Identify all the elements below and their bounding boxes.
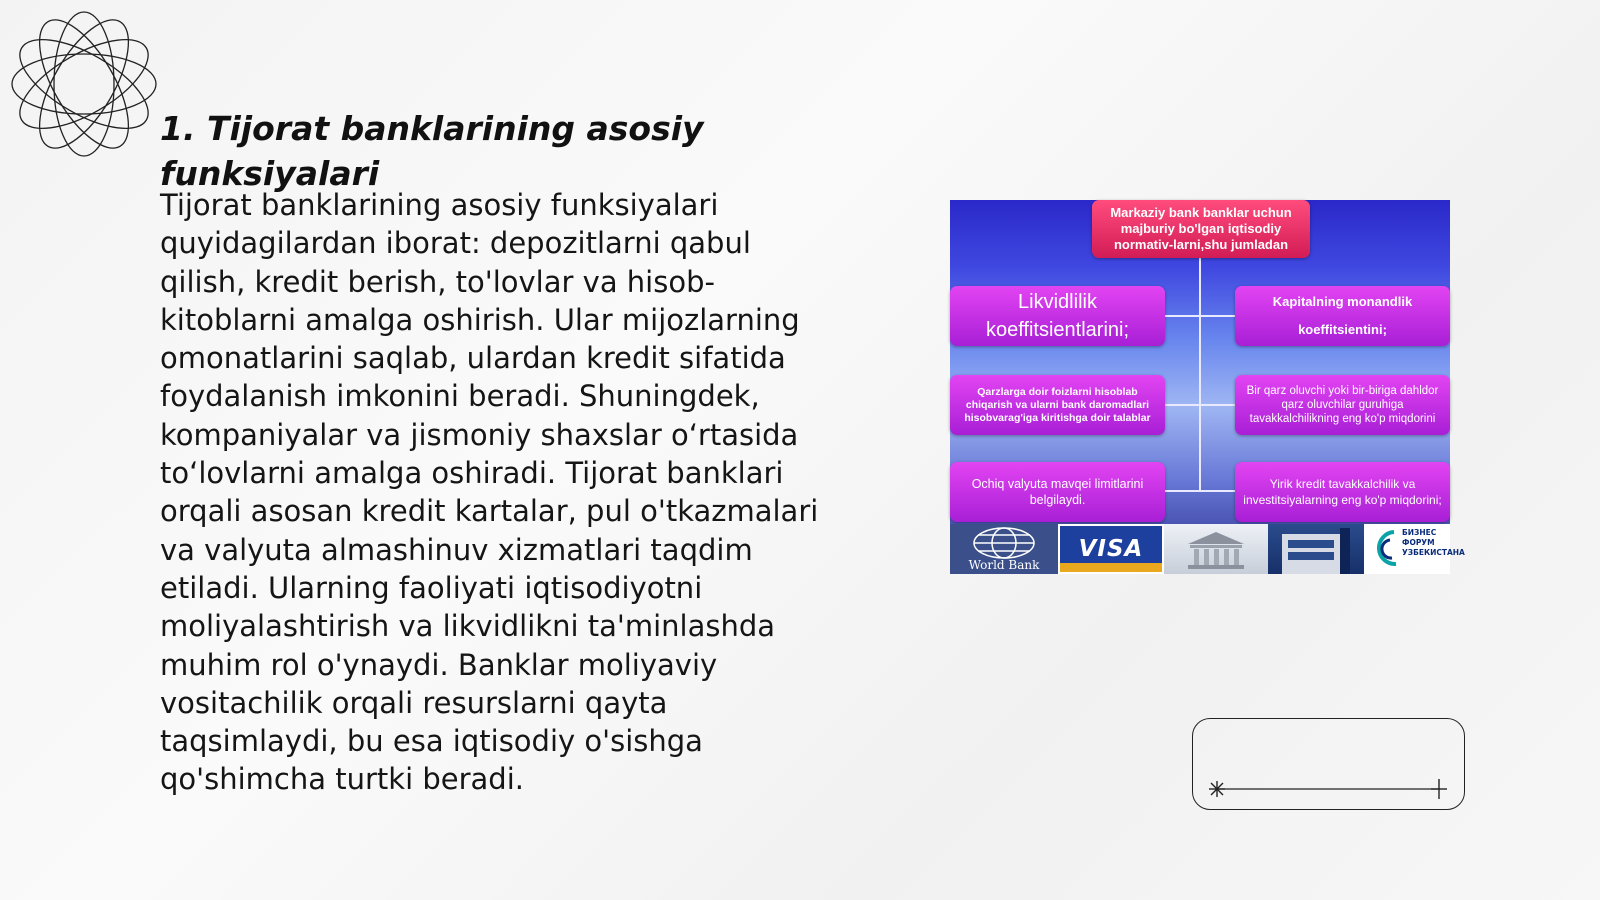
logo-strip xyxy=(950,524,1465,574)
office-building-icon xyxy=(1268,524,1364,574)
bank-building-icon xyxy=(1164,524,1268,574)
world-bank-logo xyxy=(950,524,1058,574)
visa-gold-band xyxy=(1060,563,1162,572)
diagram-vertical-connector xyxy=(1199,258,1201,490)
diagram-connector-row-3 xyxy=(1165,490,1235,492)
diagram-box-borrower-risk: Bir qarz oluvchi yoki bir-biriga dahldor qarz oluvchilar guruhiga tavakkalchilikning eng ko'p miqdorini xyxy=(1235,375,1450,435)
slide-title: 1. Tijorat banklarining asosiy funksiyalari xyxy=(160,109,704,193)
diagram-connector-row-2 xyxy=(1165,404,1235,406)
diagram-box-currency-limits: Ochiq valyuta mavqei limitlarini belgilaydi. xyxy=(950,462,1165,522)
decorative-rosette-icon xyxy=(10,10,158,158)
visa-label: VISA xyxy=(1078,536,1144,562)
world-bank-label: World Bank xyxy=(968,558,1040,572)
diagram-box-large-credit-risk: Yirik kredit tavakkalchilik va investitsiyalarning eng ko'p miqdorini; xyxy=(1235,462,1450,522)
decorative-line-icon xyxy=(1193,719,1466,811)
business-forum-label: БИЗНЕС ФОРУМ УЗБЕКИСТАНА xyxy=(1402,528,1465,557)
diagram-box-liquidity: Likvidlilik koeffitsientlarini; xyxy=(950,286,1165,346)
diagram-box-interest-requirements: Qarzlarga doir foizlarni hisoblab chiqarish va ularni bank daromadlari hisobvarag'iga kiritishga doir talablar xyxy=(950,375,1165,435)
visa-logo xyxy=(1058,524,1164,574)
diagram-box-capital-adequacy: Kapitalning monandlik koeffitsientini; xyxy=(1235,286,1450,346)
diagram-box-central-bank: Markaziy bank banklar uchun majburiy bo'lgan iqtisodiy normativ-larni,shu jumladan xyxy=(1092,200,1310,258)
bank-regulation-diagram xyxy=(950,200,1465,574)
decorative-rounded-box xyxy=(1192,718,1465,810)
diagram-connector-row-1 xyxy=(1165,315,1235,317)
swirl-icon xyxy=(1364,524,1404,574)
slide-body-text: Tijorat banklarining asosiy funksiyalari quyidagilardan iborat: depozitlarni qabul qilish, kredit berish, to'lovlar va hisob-kitoblarni amalga oshirish. Ular mijozlarning omonatlarini saqlab, ulardan kredit sifatida foydalanish imkonini beradi. Shuningdek, kompaniyalar va jismoniy shaxslar o‘rtasida to‘lovlarni amalga oshiradi. Tijorat banklari orqali asosan kredit kartalar, pul o'tkazmalari va valyuta almashinuv xizmatlari taqdim etiladi. Ularning faoliyati iqtisodiyotni moliyalashtirish va likvidlikni ta'minlashda muhim rol o'ynaydi. Banklar moliyaviy vositachilik orqali resurslarni qayta taqsimlaydi, bu esa iqtisodiy o'sishga qo'shimcha turtki beradi. xyxy=(160,188,819,797)
business-forum-logo xyxy=(1364,524,1465,574)
